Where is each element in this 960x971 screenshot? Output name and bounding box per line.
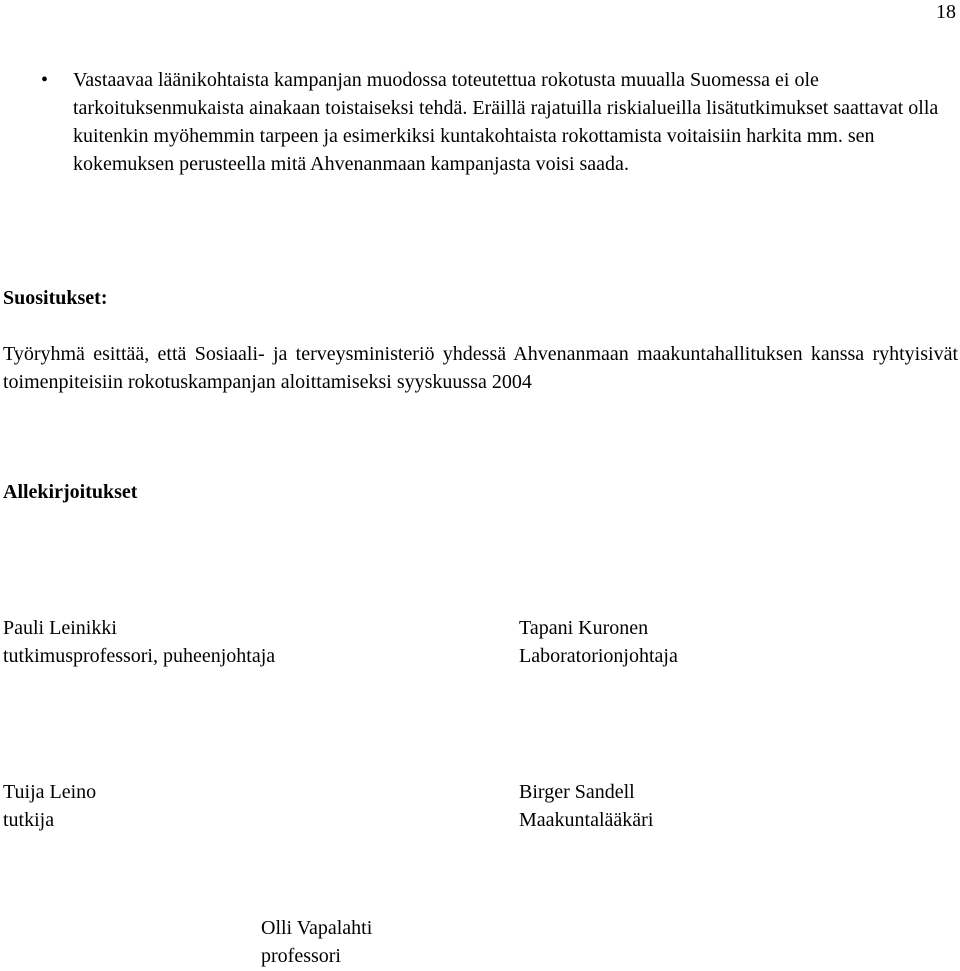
signer-name: Tapani Kuronen: [519, 617, 649, 639]
bullet-icon: •: [41, 69, 49, 91]
signature-block: [519, 614, 678, 670]
signer-name: Birger Sandell: [519, 781, 635, 803]
recommendations-text: Työryhmä esittää, että Sosiaali- ja terveysministeriö yhdessä Ahvenanmaan maakuntahallituksen kanssa ryhtyisivät toimenpiteisiin rokotuskampanjan aloittamiseksi syyskuussa 2004: [3, 343, 958, 393]
bullet-text: Vastaavaa läänikohtaista kampanjan muodossa toteutettua rokotusta muualla Suomessa ei ole tarkoituksenmukaista ainakaan toistaiseksi tehdä. Eräillä rajatuilla riskialueilla lisätutkimukset saattavat olla kuitenkin myöhemmin tarpeen ja esimerkiksi kuntakohtaista rokottamista voitaisiin harkita mm. sen kokemuksen perusteella mitä Ahvenanmaan kampanjasta voisi saada.: [73, 69, 939, 175]
recommendations-heading: Suositukset:: [3, 287, 108, 309]
signatures-heading: Allekirjoitukset: [3, 481, 138, 503]
signature-block: [3, 614, 275, 670]
signature-block: [261, 914, 372, 970]
signature-block: [3, 778, 96, 834]
signer-name: Olli Vapalahti: [261, 917, 373, 939]
signer-title: professori: [261, 945, 341, 967]
signer-title: Maakuntalääkäri: [519, 809, 654, 831]
page-number: 18: [936, 1, 956, 23]
signer-name: Tuija Leino: [3, 781, 97, 803]
signer-title: Laboratorionjohtaja: [519, 645, 678, 667]
signer-title: tutkija: [3, 809, 55, 831]
signature-block: [519, 778, 653, 834]
signer-name: Pauli Leinikki: [3, 617, 117, 639]
signer-title: tutkimusprofessori, puheenjohtaja: [3, 645, 276, 667]
